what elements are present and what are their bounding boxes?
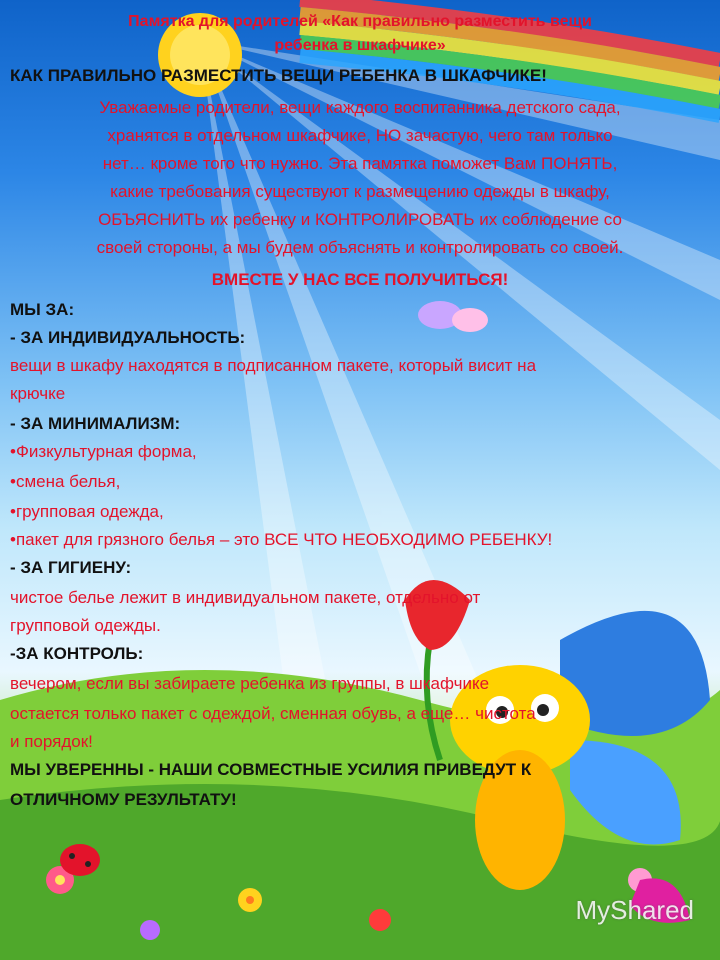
- individuality-text: вещи в шкафу находятся в подписанном пакете, который висит на: [10, 356, 537, 375]
- together-slogan: ВМЕСТЕ У НАС ВСЕ ПОЛУЧИТЬСЯ!: [211, 270, 509, 289]
- intro-line: хранятся в отдельном шкафчике, НО зачастую, чего там только: [107, 126, 613, 145]
- control-heading: -ЗА КОНТРОЛЬ:: [10, 644, 144, 663]
- individuality-heading: - ЗА ИНДИВИДУАЛЬНОСТЬ:: [10, 328, 246, 347]
- intro-line: Уважаемые родители, вещи каждого воспитанника детского сада,: [99, 98, 621, 117]
- intro-line: ОБЪЯСНИТЬ их ребенку и КОНТРОЛИРОВАТЬ их соблюдение со: [98, 210, 622, 229]
- control-text: вечером, если вы забираете ребенка из группы, в шкафчике: [10, 674, 490, 693]
- main-heading: КАК ПРАВИЛЬНО РАЗМЕСТИТЬ ВЕЩИ РЕБЕНКА В ШКАФЧИКЕ!: [10, 66, 547, 85]
- minimalism-item: •Физкультурная форма,: [10, 442, 197, 461]
- minimalism-item: •пакет для грязного белья – это ВСЕ ЧТО НЕОБХОДИМО РЕБЕНКУ!: [10, 530, 553, 549]
- closing-line: МЫ УВЕРЕННЫ - НАШИ СОВМЕСТНЫЕ УСИЛИЯ ПРИВЕДУТ К: [10, 760, 532, 779]
- intro-line: какие требования существуют к размещению одежды в шкафу,: [110, 182, 610, 201]
- individuality-text: крючке: [10, 384, 66, 403]
- memo-title-line-1: Памятка для родителей «Как правильно разместить вещи: [128, 13, 592, 30]
- we-for-heading: МЫ ЗА:: [10, 300, 75, 319]
- control-text: и порядок!: [10, 732, 93, 751]
- minimalism-heading: - ЗА МИНИМАЛИЗМ:: [10, 414, 181, 433]
- minimalism-item: •групповая одежда,: [10, 502, 164, 521]
- closing-line: ОТЛИЧНОМУ РЕЗУЛЬТАТУ!: [10, 790, 237, 809]
- intro-line: своей стороны, а мы будем объяснять и контролировать со своей.: [96, 238, 624, 257]
- hygiene-heading: - ЗА ГИГИЕНУ:: [10, 558, 132, 577]
- hygiene-text: групповой одежды.: [10, 616, 161, 635]
- myshared-watermark: MyShared: [575, 895, 694, 925]
- memo-title-line-2: ребенка в шкафчике»: [274, 37, 446, 54]
- minimalism-item: •смена белья,: [10, 472, 121, 491]
- control-text: остается только пакет с одеждой, сменная обувь, а еще… чистота: [10, 704, 536, 723]
- hygiene-text: чистое белье лежит в индивидуальном пакете, отдельно от: [10, 588, 481, 607]
- intro-line: нет… кроме того что нужно. Эта памятка поможет Вам ПОНЯТЬ,: [102, 154, 618, 173]
